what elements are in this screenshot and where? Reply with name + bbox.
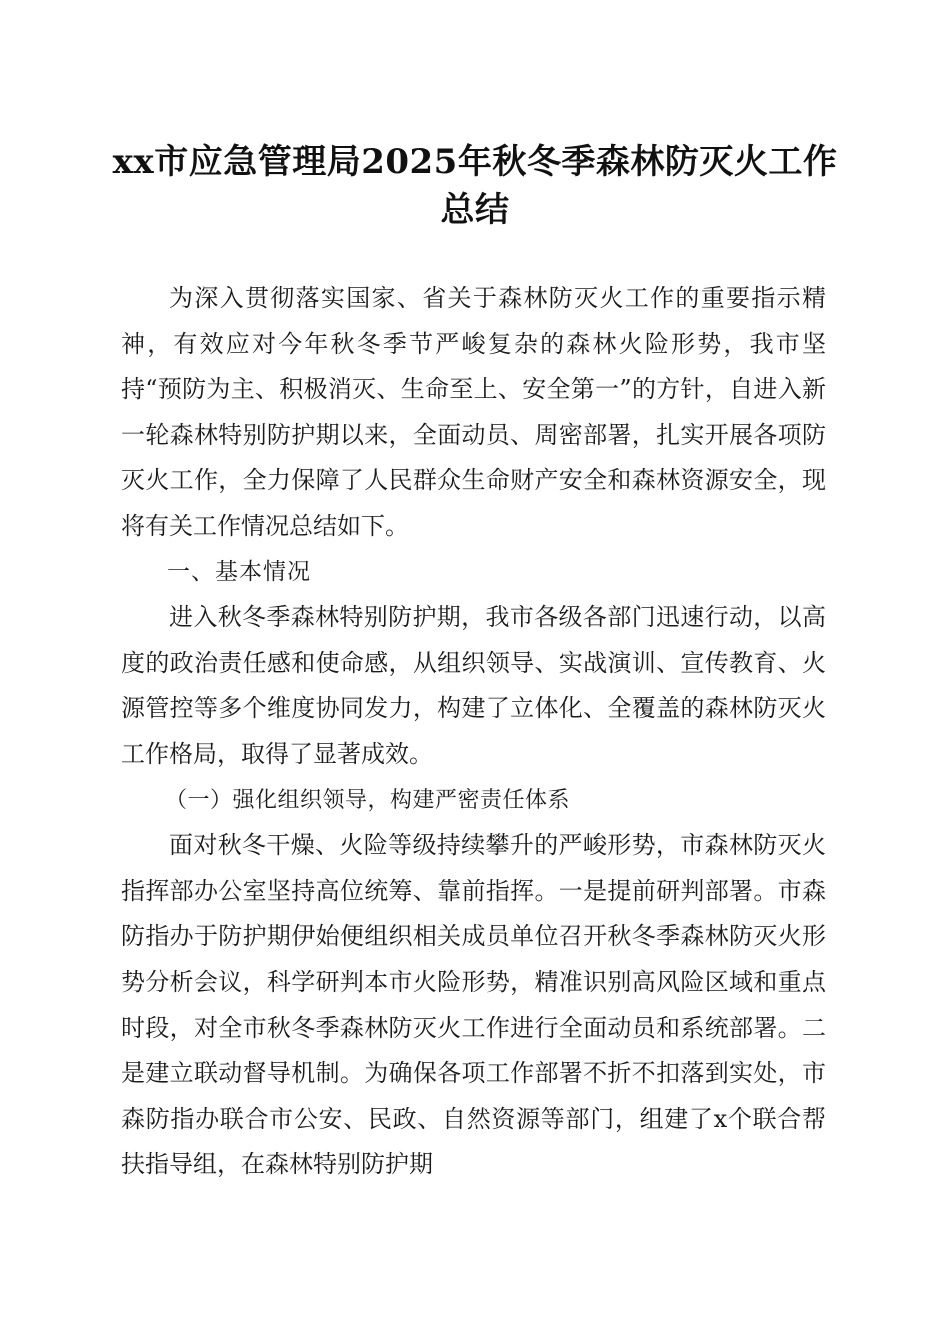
subsection-paragraph: 面对秋冬干燥、火险等级持续攀升的严峻形势，市森林防灭火指挥部办公室坚持高位统筹、靠前指挥。一是提前研判部署。市森防指办于防护期伊始便组织相关成员单位召开秋冬季森林防灭火形势分析会议，科学研判本市火险形势，精准识别高风险区域和重点时段，对全市秋冬季森林防灭火工作进行全面动员和系统部署。二是建立联动督导机制。为确保各项工作部署不折不扣落到实处，市森防指办联合市公安、民政、自然资源等部门，组建了x个联合帮扶指导组，在森林特别防护期 [121, 831, 826, 1179]
subsection-heading-organization: （一）强化组织领导，构建严密责任体系 [165, 787, 571, 813]
section-heading-basic-situation: 一、基本情况 [167, 558, 311, 585]
document-body [121, 276, 826, 1188]
section-paragraph: 进入秋冬季森林特别防护期，我市各级各部门迅速行动，以高度的政治责任感和使命感，从组织领导、实战演训、宣传教育、火源管控等多个维度协同发力，构建了立体化、全覆盖的森林防灭火工作格局，取得了显著成效。 [121, 603, 826, 768]
intro-paragraph: 为深入贯彻落实国家、省关于森林防灭火工作的重要指示精神，有效应对今年秋冬季节严峻复杂的森林火险形势，我市坚持“预防为主、积极消灭、生命至上、安全第一”的方针，自进入新一轮森林特别防护期以来，全面动员、周密部署，扎实开展各项防灭火工作，全力保障了人民群众生命财产安全和森林资源安全，现将有关工作情况总结如下。 [121, 284, 826, 540]
document-title: xx市应急管理局2025年秋冬季森林防灭火工作总结 [112, 142, 838, 230]
